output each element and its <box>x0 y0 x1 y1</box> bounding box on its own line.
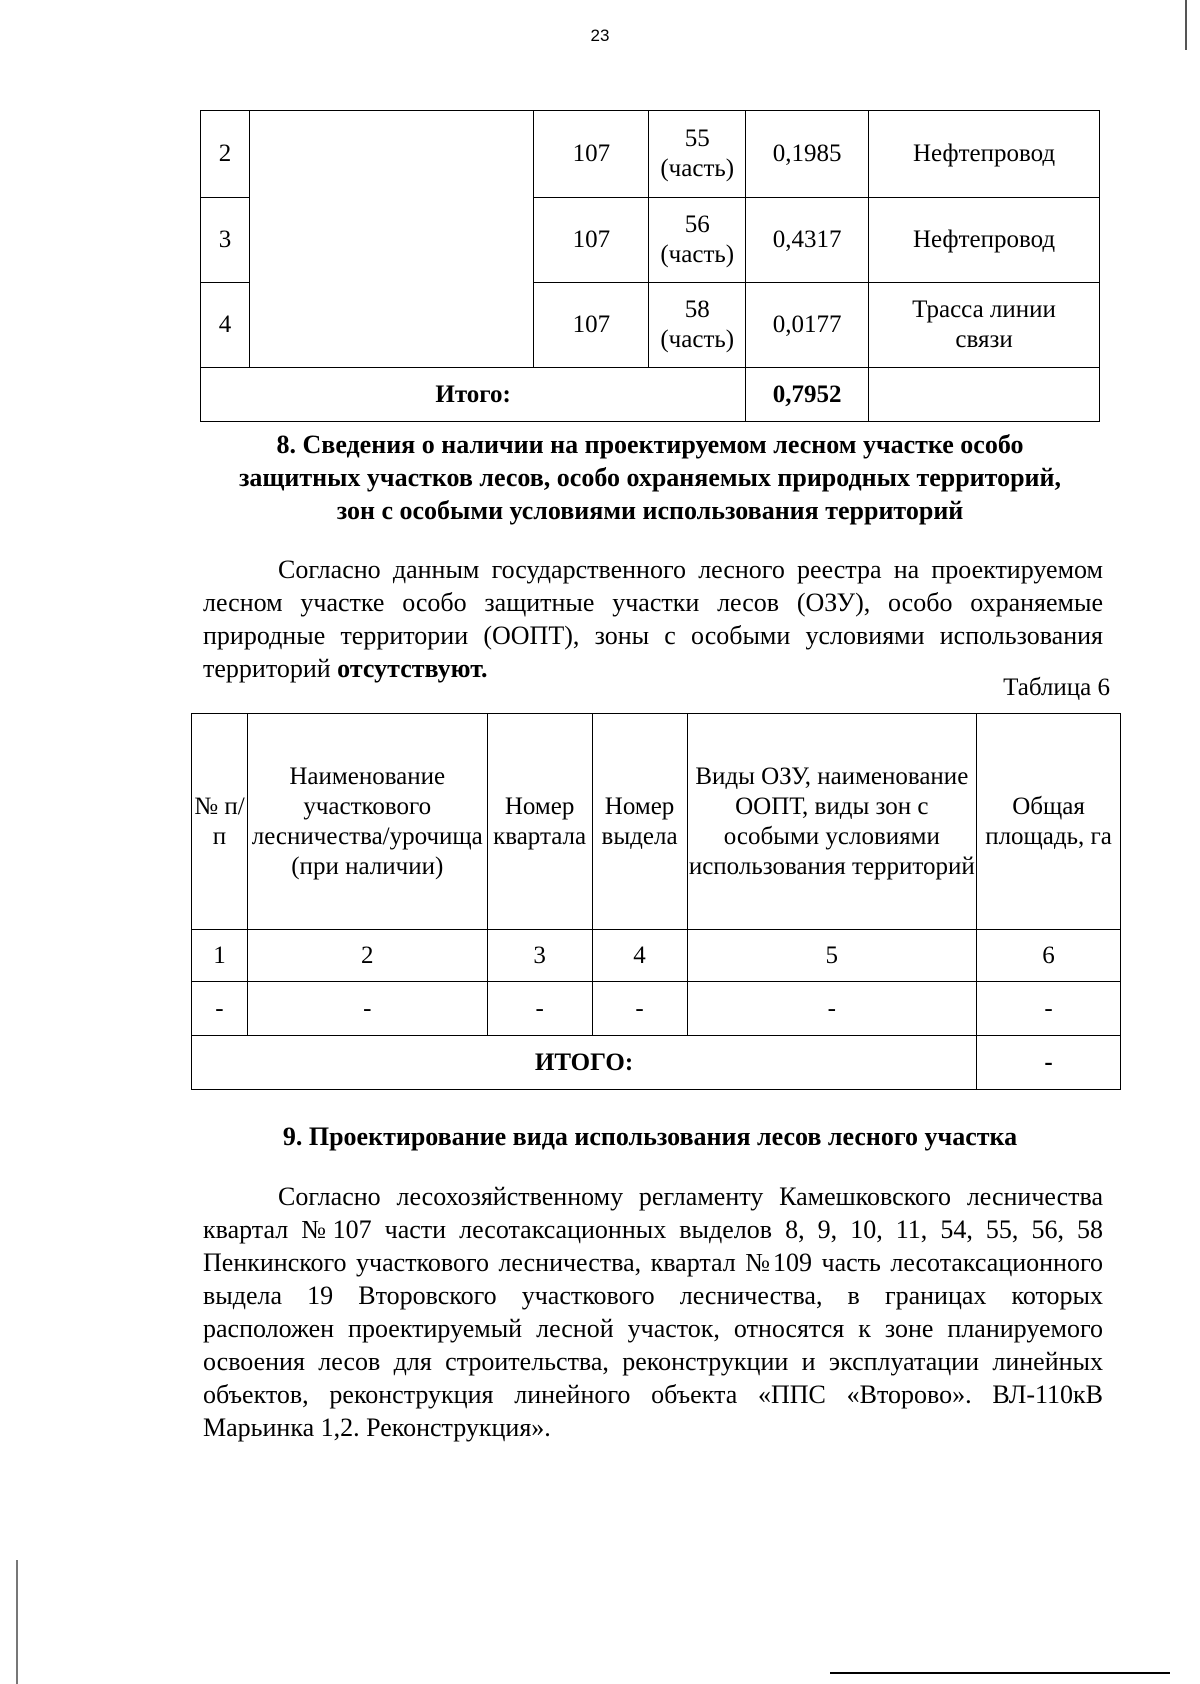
cell-num: 3 <box>201 198 250 283</box>
cell-area: 0,4317 <box>746 198 869 283</box>
heading-line: зон с особыми условиями использования территорий <box>336 496 964 525</box>
total-empty <box>869 368 1100 422</box>
vydel-note: (часть) <box>660 241 735 268</box>
scan-margin-line <box>16 1560 18 1684</box>
purpose-line: Трасса линии <box>912 296 1056 323</box>
total-label: ИТОГО: <box>192 1036 977 1090</box>
section-9-paragraph <box>203 1180 1103 1444</box>
cell-purpose: Нефтепровод <box>869 111 1100 198</box>
header-area: Общая площадь, га <box>977 714 1121 930</box>
vydel-note: (часть) <box>660 155 735 182</box>
table-forest-plots <box>200 110 1100 422</box>
heading-line: 9. Проектирование вида использования лесов лесного участка <box>282 1122 1018 1151</box>
cell-num: 2 <box>201 111 250 198</box>
cell-vydel <box>649 283 746 368</box>
heading-line: 8. Сведения о наличии на проектируемом лесном участке особо <box>276 430 1024 459</box>
total-label: Итого: <box>201 368 746 422</box>
section-9-heading <box>160 1120 1140 1153</box>
section-8-heading <box>160 428 1140 527</box>
vydel-number: 56 <box>684 211 710 238</box>
data-cell: - <box>977 982 1121 1036</box>
header-vydel: Номер выдела <box>592 714 687 930</box>
vydel-number: 55 <box>684 125 710 152</box>
footer-rule <box>830 1672 1170 1674</box>
purpose-line: связи <box>955 326 1013 353</box>
table-total-row <box>201 368 1100 422</box>
total-value: 0,7952 <box>746 368 869 422</box>
header-num: № п/п <box>192 714 248 930</box>
vydel-number: 58 <box>684 296 710 323</box>
cell-purpose <box>869 283 1100 368</box>
cell-vydel <box>649 111 746 198</box>
header-kvartal: Номер квартала <box>487 714 592 930</box>
heading-line: защитных участков лесов, особо охраняемых природных территорий, <box>238 463 1062 492</box>
total-value: - <box>977 1036 1121 1090</box>
table-caption: Таблица 6 <box>1003 674 1110 701</box>
data-cell: - <box>487 982 592 1036</box>
cell-kvartal: 107 <box>534 198 649 283</box>
paragraph-text: Согласно данным государственного лесного реестра на проектируемом лесном участке особо защитные участки лесов (ОЗУ), особо охраняемые природные территории (ООПТ), зоны с особыми условиями использования территорий <box>203 555 1103 683</box>
cell-num: 4 <box>201 283 250 368</box>
index-cell: 2 <box>247 930 487 982</box>
index-cell: 1 <box>192 930 248 982</box>
table-row <box>201 111 1100 198</box>
data-cell: - <box>192 982 248 1036</box>
header-name: Наименование участкового лесничества/урочища (при наличии) <box>247 714 487 930</box>
table-header-row <box>192 714 1121 930</box>
section-8-paragraph <box>203 553 1103 685</box>
table-row <box>192 982 1121 1036</box>
header-types: Виды ОЗУ, наименование ООПТ, виды зон с особыми условиями использования территорий <box>687 714 977 930</box>
paragraph-text: Согласно лесохозяйственному регламенту Камешковского лесничества квартал №107 части лесотаксационных выделов 8, 9, 10, 11, 54, 55, 56, 58 Пенкинского участкового лесничества, квартал №109 часть лесотаксационного выдела 19 Второвского участкового лесничества, в границах которых расположен проектируемый лесной участок, относятся к зоне планируемого освоения лесов для строительства, реконструкции и эксплуатации линейных объектов, реконструкция линейного объекта «ППС «Второво». ВЛ-110кВ Марьинка 1,2. Реконструкция». <box>203 1182 1103 1442</box>
paragraph-bold-text: отсутствуют. <box>337 654 488 683</box>
cell-kvartal: 107 <box>534 283 649 368</box>
cell-kvartal: 107 <box>534 111 649 198</box>
table-protected-areas <box>191 713 1121 1090</box>
index-cell: 6 <box>977 930 1121 982</box>
data-cell: - <box>687 982 977 1036</box>
index-cell: 4 <box>592 930 687 982</box>
index-cell: 3 <box>487 930 592 982</box>
table-total-row <box>192 1036 1121 1090</box>
index-cell: 5 <box>687 930 977 982</box>
data-cell: - <box>247 982 487 1036</box>
page-number: 23 <box>590 26 610 45</box>
cell-purpose: Нефтепровод <box>869 198 1100 283</box>
table-index-row <box>192 930 1121 982</box>
cell-area: 0,0177 <box>746 283 869 368</box>
cell-vydel <box>649 198 746 283</box>
cell-area: 0,1985 <box>746 111 869 198</box>
cell-name <box>249 111 533 368</box>
vydel-note: (часть) <box>660 326 735 353</box>
data-cell: - <box>592 982 687 1036</box>
